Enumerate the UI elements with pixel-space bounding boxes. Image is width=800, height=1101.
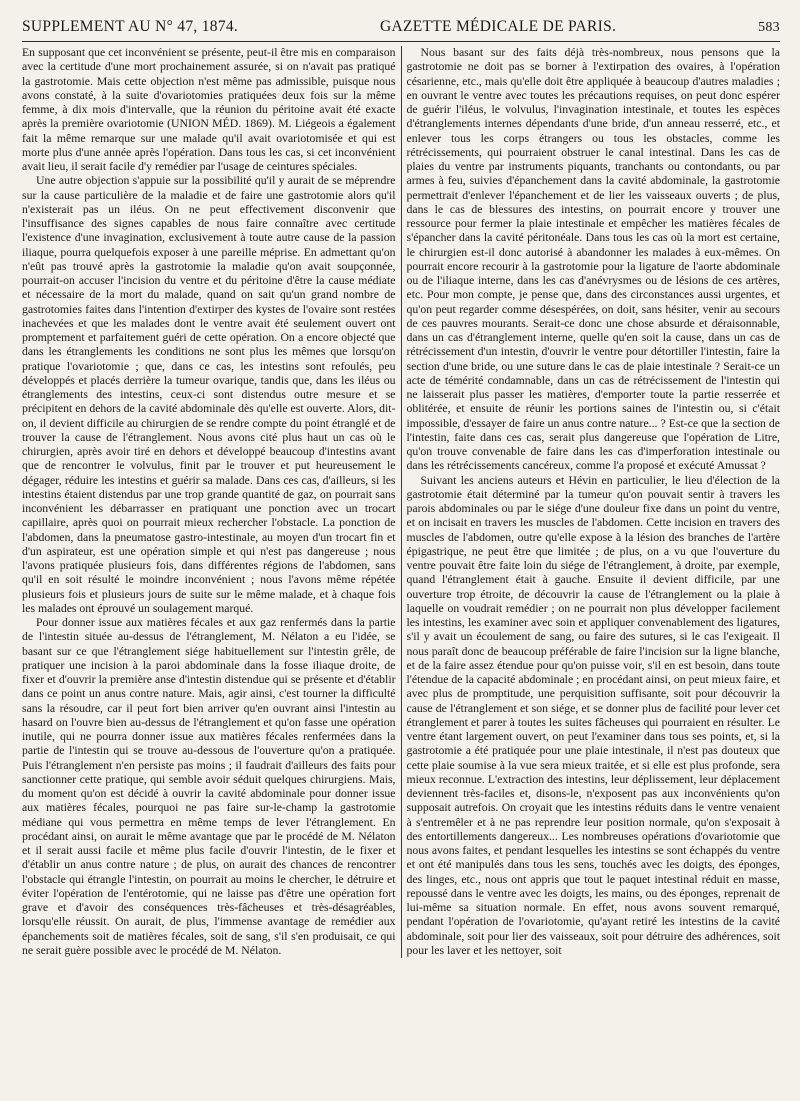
right-column: [407, 46, 781, 958]
paragraph: Une autre objection s'appuie sur la possibilité qu'il y aurait de se méprendre sur la cause particulière de la maladie et de faire une gastrotomie alors qu'il n'existerait pas un iléus. On ne peut effectivement disconvenir que l'insuffisance des signes capables de nous faire connaître avec certitude l'existence d'une invagination, exclusivement à toute autre cause de la passion iliaque, pourra quelquefois exposer à une pareille méprise. En admettant qu'on n'eût pas trouvé après la gastrotomie la maladie qu'on avait soupçonnée, pourrait-on accuser l'incision du ventre et du péritoine d'être la cause médiate et nécessaire de la mort du malade, quand on sait qu'un grand nombre de gastrotomies faites dans l'intention d'extirper des kystes de l'ovaire sont restées inachevées et que les malades dont le ventre avait été seulement ouvert ont promptement et parfaitement guéri de cette opération. On a encore objecté que dans les étranglements les conditions ne sont plus les mêmes que lorsqu'on pratique l'ovariotomie ; que, dans ce cas, les intestins sont refoulés, peu développés et placés derrière la tumeur ovarique, tandis que, dans les iléus ou étranglements des intestins, ceux-ci sont distendus outre mesure et se précipitent en dehors de la cavité abdominale dès qu'elle est ouverte. Alors, dit-on, il devient difficile au chirurgien de se rendre compte du point étranglé et de trouver la cause de l'étranglement. Nous avons cité plus haut un cas où le chirurgien, après avoir tiré en dehors et développé beaucoup d'intestins avant que de rencontrer le volvulus, finit par le trouver et put heureusement le dégager, réduire les intestins et guérir sa malade. Dans ces cas, d'ailleurs, si les intestins étaient distendus par une trop grande quantité de gaz, on pourrait sans inconvénient les débarrasser en pratiquant une ponction avec un trocart capillaire, après quoi on pourrait mieux rechercher l'obstacle. La ponction de l'abdomen, dans la pneumatose gastro-intestinale, au moyen d'un trocart fin et d'un aspirateur, est une opération simple et qui n'est pas dangereuse ; nous l'avons pratiquée plusieurs fois, dans différentes régions de l'abdomen, sans qu'il en soit résulté le moindre inconvénient ; nous l'avons même répétée plusieurs fois et plusieurs jours de suite sur le même malade, et à chaque fois les malades ont éprouvé un soulagement marqué.: [22, 174, 396, 615]
column-rule: [401, 46, 402, 958]
page-number: 583: [758, 20, 780, 35]
paragraph: En supposant que cet inconvénient se présente, peut-il être mis en comparaison avec la certitude d'une mort prochainement assurée, si on n'avait pas pratiqué la gastrotomie. Mais cette objection n'est même pas admissible, puisque nous avons constaté, à la suite d'ovariotomies pratiquées deux fois sur la même femme, à dix mois d'intervalle, que la réunion du péritoine avait été exacte après la première ovariotomie (UNION MÉD. 1869). M. Liégeois a également fait la même remarque sur une malade qu'il avait ovariotomisée et qui est morte plus d'une année après l'opération. Dans tous les cas, si cet inconvénient avait lieu, il serait facile d'y remédier par l'usage de ceintures spéciales.: [22, 46, 396, 173]
paragraph: Pour donner issue aux matières fécales et aux gaz renfermés dans la partie de l'intestin située au-dessus de l'étranglement, M. Nélaton a eu l'idée, se basant sur ce que l'étranglement siége habituellement sur l'intestin grêle, de pratiquer une incision à la paroi abdominale dans la fosse iliaque droite, de fixer et d'ouvrir la première anse d'intestin distendue qui se présente et d'établir dans ce point un anus contre nature. Mais, agir ainsi, c'est tourner la difficulté sans la résoudre, car il peut fort bien arriver qu'en ouvrant ainsi l'intestin au hasard on l'ouvre bien au-dessus de l'étranglement et qu'on fasse une opération inutile, qui ne pourra donner issue aux matières fécales renfermées dans la partie de l'intestin qui se trouve au-dessous de l'ouverture qu'on a pratiquée. Puis l'étranglement n'en persiste pas moins ; il faudrait d'ailleurs des faits pour sanctionner cette pratique, qui semble avoir séduit quelques chirurgiens. Mais, du moment qu'on est décidé à ouvrir la cavité abdominale pour donner issue aux matières fécales, pourquoi ne pas faire sur-le-champ la gastrotomie médiane qui vous permettra en même temps de lever l'étranglement. En procédant ainsi, on aurait le même avantage que par le procédé de M. Nélaton et il serait aussi facile et même plus facile d'ouvrir l'intestin, de le fixer et d'établir un anus contre nature ; de plus, on aurait des chances de rencontrer l'obstacle qui étrangle l'intestin, on pourrait au moins le chercher, le détruire et éviter l'opération de l'entérotomie, qui ne laisse pas d'être une opération fort grave et d'avoir des conséquences très-fâcheuses et très-désagréables, lorsqu'elle réussit. On aurait, de plus, l'immense avantage de remédier aux épanchements soit de matières fécales, soit de sang, s'il s'en produisait, ce qui ne serait guère possible avec le procédé de M. Nélaton.: [22, 616, 396, 957]
two-column-body: [22, 46, 780, 958]
running-header: [22, 18, 780, 42]
header-journal-title: GAZETTE MÉDICALE DE PARIS.: [379, 18, 617, 35]
paragraph: Nous basant sur des faits déjà très-nombreux, nous pensons que la gastrotomie ne doit pas se borner à l'extirpation des ovaires, à l'opération césarienne, etc., mais qu'elle doit être appliquée à beaucoup d'autres maladies ; en ouvrant le ventre avec toutes les précautions requises, on peut donc espérer de guérir l'iléus, le volvulus, l'invagination intestinale, et toutes les espèces d'étranglements internes dépendants d'une bride, d'un anneau resserré, etc., et enlever tous les corps étrangers ou tous les obstacles, comme les rétrécissements, qui pourraient obstruer le canal intestinal. Dans les cas de plaies du ventre par instruments piquants, tranchants ou contondants, ou par armes à feu, suivies d'épanchement dans la cavité abdominale, la gastrotomie permettrait d'enlever l'épanchement et de lier les vaisseaux ouverts ; de plus, dans le cas de blessures des intestins, on pourrait encore y trouver une ressource pour fermer la plaie intestinale et empêcher les matières fécales de s'épancher dans la cavité péritonéale. Dans tous les cas où la mort est certaine, le chirurgien est-il donc autorisé à abandonner les malades à eux-mêmes. On pourrait encore recourir à la gastrotomie pour la ligature de l'aorte abdominale ou de l'iliaque interne, dans les cas d'anévrysmes ou de lésions de ces artères, etc. Pour mon compte, je pense que, dans des circonstances aussi urgentes, et qu'on peut regarder comme désespérées, on doit, sans hésiter, venir au secours de ces pauvres mourants. Serait-ce donc une chose absurde et déraisonnable, dans un cas d'étranglement interne, quelle qu'en soit la cause, dans un cas de rétrécissement d'un intestin, d'ouvrir le ventre pour détortiller l'intestin, faire la section d'une bride, ou une suture dans le cas de plaie intestinale ? Serait-ce un acte de témérité condamnable, dans un cas de rétrécissement de l'intestin qui ne laisserait plus passer les matières, d'emporter toute la partie resserrée et oblitérée, et ensuite de réunir les portions saines de l'intestin ou, si c'était impossible, d'essayer de faire un anus contre nature... ? Est-ce que la section de l'intestin, faite dans ces cas, serait plus dangereuse que l'opération de Litre, qu'on trouve convenable de faire dans les cas d'imperforation intestinale ou dans les rétrécissements cancéreux, comme l'a proposé et exécuté Amussat ?: [406, 46, 780, 473]
left-column: [22, 46, 396, 958]
paragraph: Suivant les anciens auteurs et Hévin en particulier, le lieu d'élection de la gastrotomie était déterminé par la tumeur qu'on pouvait sentir à travers les parois abdominales ou par le siége d'une douleur fixe dans un point du ventre, et on incisait en travers les muscles de l'abdomen. Cette incision en travers des muscles de l'abdomen, outre qu'elle expose à la lésion des branches de l'artère épigastrique, ne peut être que limitée ; de plus, on a vu que l'ouverture du ventre pouvait être faite loin du siége de l'étranglement, à droite, par exemple, quand l'étranglement était à gauche. Ensuite il devient difficile, par une ouverture trop étroite, de découvrir la cause de l'étranglement ou la plaie à laquelle on voudrait remédier ; on ne pourrait non plus développer facilement les intestins, les examiner avec soin et appliquer convenablement des ligatures, s'il y avait un écoulement de sang, ou faire des sutures, si le cas l'exigeait. Il nous paraît donc de beaucoup préférable de faire l'incision sur la ligne blanche, et de la faire assez étendue pour qu'on puisse voir, s'il en est besoin, dans toute l'étendue de la capacité abdominale ; en procédant ainsi, on peut mieux faire, et avec plus de promptitude, une perquisition suffisante, soit pour découvrir la cause de l'étranglement et son siége, et se donner plus de facilité pour lever cet étranglement et parer à toutes les suites fâcheuses qui pourraient en résulter. Le ventre étant largement ouvert, on peut l'examiner dans tous ses points, et, si la gastrotomie a été pratiquée pour une plaie intestinale, il n'est pas douteux que cette plaie soumise à la vue sera mieux traitée, et si elle est plus profonde, sera mieux reconnue. L'extraction des intestins, leur déplissement, leur déplacement deviennent très-faciles et, disons-le, n'exposent pas aux inconvénients qu'on supposait autrefois. On croyait que les intestins réduits dans le ventre venaient à s'entremêler et à ne pas reprendre leur position normale, qu'on s'exposait à des entortillements dangereux... Les nombreuses opérations d'ovariotomie que nous avons faites, et pendant lesquelles les intestins se sont échappés du ventre et ont été manipulés dans tous les sens, touchés avec les doigts, des éponges, des linges, etc., nous ont appris que tout le paquet intestinal réduit en masse, repoussé dans le ventre avec les doigts, les mains, ou des éponges, reprenait de lui-même sa situation normale. En effet, nous avons souvent remarqué, pendant l'opération de l'ovariotomie, qu'ayant retiré les intestins de la cavité abdominale, soit pour lier des vaisseaux, soit pour détruire des adhérences, soit pour les laver et les nettoyer, soit: [406, 473, 780, 957]
header-supplement: SUPPLEMENT AU N° 47, 1874.: [22, 18, 239, 35]
